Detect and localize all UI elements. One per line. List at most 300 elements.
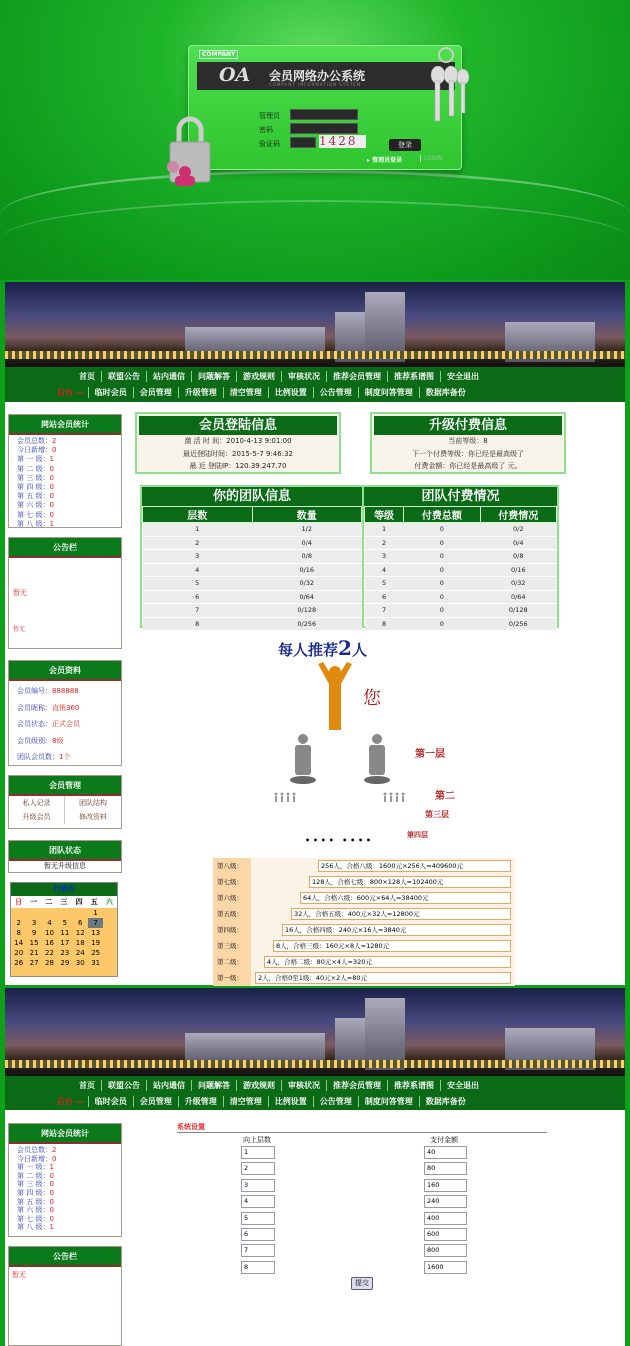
table-row bbox=[143, 523, 362, 537]
captcha-label: 验证码 bbox=[259, 140, 280, 148]
stats-title: 网站会员统计 bbox=[9, 415, 121, 435]
stat-row bbox=[17, 483, 121, 492]
table-cell: 0/256 bbox=[480, 617, 556, 631]
calendar-day[interactable]: 24 bbox=[75, 949, 85, 957]
levels-up-input[interactable]: 2 bbox=[241, 1162, 275, 1175]
profile-panel bbox=[8, 660, 122, 766]
table-cell: 3 bbox=[365, 550, 404, 564]
layer-2-label: 第二 bbox=[435, 791, 455, 802]
table-cell: 0/16 bbox=[480, 563, 556, 577]
stat-value: 0 bbox=[49, 483, 54, 492]
login-button[interactable]: 登录 bbox=[389, 139, 421, 151]
stat-row bbox=[17, 1155, 121, 1164]
stat-row bbox=[17, 1163, 121, 1172]
person-icon bbox=[288, 732, 318, 787]
stat-row bbox=[17, 1180, 121, 1189]
weekday-label: 一 bbox=[30, 898, 38, 906]
nav-item[interactable]: 游戏规则 bbox=[236, 371, 281, 382]
level-label: 第四级： bbox=[213, 922, 251, 938]
calendar-day[interactable]: 12 bbox=[75, 929, 85, 937]
you-label: 您 bbox=[363, 688, 381, 709]
profile-label: 会员级别： bbox=[17, 736, 52, 745]
calendar bbox=[10, 882, 118, 977]
pay-amount-input[interactable]: 40 bbox=[424, 1146, 467, 1159]
weekday-label: 三 bbox=[60, 898, 68, 906]
admin-nav-item[interactable]: 数据库备份 bbox=[419, 387, 472, 398]
table-cell: 0 bbox=[404, 536, 480, 550]
calendar-day[interactable]: 29 bbox=[60, 959, 70, 967]
stat-value: 0 bbox=[52, 1154, 57, 1163]
admin-nav-item[interactable]: 会员管理 bbox=[133, 387, 178, 398]
column-header: 数量 bbox=[252, 507, 362, 523]
nav-item[interactable]: 审核状况 bbox=[281, 1080, 326, 1091]
levels-up-input[interactable]: 3 bbox=[241, 1179, 275, 1192]
stat-value: 2 bbox=[52, 1146, 57, 1154]
pay-amount-input[interactable]: 600 bbox=[424, 1228, 467, 1241]
admin-nav-item[interactable]: 清空管理 bbox=[223, 1096, 268, 1107]
admin-nav-item[interactable]: 升级管理 bbox=[178, 387, 223, 398]
calendar-day[interactable]: 10 bbox=[45, 929, 54, 937]
last-login-time: 最近登陆时间：2015-5-7 9:46:32 bbox=[183, 449, 293, 458]
stat-row bbox=[17, 474, 121, 483]
nav-item[interactable]: 联盟公告 bbox=[101, 371, 146, 382]
stat-label: 第 六 级： bbox=[17, 501, 50, 510]
next-level: 下一个付费等级：你已经是最高级了 bbox=[412, 449, 524, 458]
notice-title: 公告栏 bbox=[9, 1247, 121, 1267]
level-row bbox=[213, 922, 515, 938]
table-row bbox=[365, 577, 557, 591]
calendar-day[interactable]: 25 bbox=[91, 949, 101, 957]
table-cell: 0/64 bbox=[252, 590, 362, 604]
admin-prefix: 后台 — bbox=[57, 388, 84, 397]
table-cell: 1/2 bbox=[252, 523, 362, 537]
stat-label: 第 三 级： bbox=[17, 473, 50, 482]
table-cell: 1 bbox=[143, 523, 253, 537]
level-row bbox=[213, 874, 515, 890]
level-value: 256人，合格八级：1600元×256人=409600元 bbox=[318, 860, 511, 872]
calendar-blank bbox=[73, 908, 88, 918]
nav-item[interactable]: 安全退出 bbox=[440, 371, 485, 382]
group-icon bbox=[273, 792, 297, 802]
table-cell: 8 bbox=[365, 617, 404, 631]
diagram-title: 每人推荐 bbox=[278, 641, 339, 659]
table-cell: 0/32 bbox=[480, 577, 556, 591]
level-row bbox=[213, 906, 515, 922]
level-row bbox=[213, 890, 515, 906]
calendar-day[interactable]: 11 bbox=[60, 929, 70, 937]
admin-nav-item[interactable]: 公告管理 bbox=[313, 1096, 358, 1107]
person-icon bbox=[362, 732, 392, 787]
table-cell: 0 bbox=[404, 590, 480, 604]
nav-item[interactable]: 推荐系谱图 bbox=[387, 1080, 440, 1091]
pay-amount-input[interactable]: 1600 bbox=[424, 1261, 467, 1274]
profile-label: 会员昵称： bbox=[17, 703, 52, 712]
table-row bbox=[365, 523, 557, 537]
level-label: 第六级： bbox=[213, 890, 251, 906]
profile-value: 1个 bbox=[59, 753, 71, 761]
level-value: 128人，合格七级：800×128人=102400元 bbox=[309, 876, 511, 888]
level-label: 第七级： bbox=[213, 874, 251, 890]
table-row bbox=[143, 590, 362, 604]
calendar-day[interactable]: 3 bbox=[31, 919, 37, 927]
calendar-day[interactable]: 30 bbox=[75, 959, 85, 967]
stat-label: 第 七 级： bbox=[17, 1214, 50, 1223]
table-cell: 0 bbox=[404, 523, 480, 537]
oa-logo: OA bbox=[219, 64, 251, 86]
stat-label: 第 四 级： bbox=[17, 483, 50, 492]
stat-value: 0 bbox=[49, 1197, 54, 1206]
stat-label: 第 四 级： bbox=[17, 1188, 50, 1197]
notice-panel bbox=[8, 1246, 122, 1346]
upgrade-info-box bbox=[370, 412, 566, 474]
stat-value: 1 bbox=[49, 1163, 54, 1172]
admin-nav-item[interactable]: 数据库备份 bbox=[419, 1096, 472, 1107]
stat-row bbox=[17, 1223, 121, 1232]
stat-label: 第 一 级： bbox=[17, 1163, 50, 1172]
weekday-label: 四 bbox=[75, 898, 83, 906]
notice-item[interactable]: 暂无 bbox=[13, 589, 27, 597]
calendar-day[interactable]: 13 bbox=[91, 929, 101, 937]
pay-amount-input[interactable]: 400 bbox=[424, 1212, 467, 1225]
calendar-day[interactable]: 1 bbox=[93, 909, 98, 917]
column-header: 付费总额 bbox=[404, 507, 480, 523]
calendar-day[interactable]: 26 bbox=[14, 959, 24, 967]
levels-up-header: 向上层数 bbox=[243, 1136, 271, 1144]
table-cell: 0 bbox=[404, 550, 480, 564]
table-row bbox=[143, 550, 362, 564]
table-cell: 0/128 bbox=[252, 604, 362, 618]
table-cell: 6 bbox=[365, 590, 404, 604]
team-status-panel bbox=[8, 840, 122, 873]
table-row bbox=[365, 590, 557, 604]
calendar-day[interactable]: 16 bbox=[45, 939, 54, 947]
table-cell: 6 bbox=[143, 590, 253, 604]
stat-value: 0 bbox=[52, 446, 57, 455]
stat-label: 第 八 级： bbox=[17, 1223, 50, 1232]
calendar-day[interactable]: 6 bbox=[78, 919, 83, 927]
calendar-day[interactable]: 18 bbox=[75, 939, 85, 947]
table-row bbox=[365, 536, 557, 550]
table-row bbox=[365, 617, 557, 631]
notice-item[interactable]: 暂无 bbox=[13, 626, 26, 633]
stat-value: 0 bbox=[49, 1180, 54, 1189]
nav-item[interactable]: 首页 bbox=[79, 1081, 95, 1090]
stat-value: 0 bbox=[49, 1188, 54, 1197]
company-tag: COMPANY bbox=[199, 50, 238, 59]
level-label: 第三级： bbox=[213, 938, 251, 954]
calendar-blank bbox=[26, 908, 41, 918]
nav-item[interactable]: 联盟公告 bbox=[101, 1080, 146, 1091]
calendar-day[interactable]: 14 bbox=[14, 939, 24, 947]
table-row bbox=[143, 604, 362, 618]
table-row bbox=[143, 563, 362, 577]
calendar-day[interactable]: 31 bbox=[91, 959, 101, 967]
main-nav bbox=[5, 367, 625, 402]
level-label: 第一级： bbox=[213, 970, 251, 986]
stat-label: 会员总数： bbox=[17, 1146, 52, 1154]
calendar-day[interactable]: 19 bbox=[91, 939, 101, 947]
member-manage-panel bbox=[8, 775, 122, 829]
layer-3-label: 第三层 bbox=[425, 810, 449, 819]
calendar-day[interactable]: 23 bbox=[60, 949, 70, 957]
stat-value: 0 bbox=[49, 1171, 54, 1180]
admin-nav-item[interactable]: 临时会员 bbox=[88, 387, 133, 398]
levels-up-input[interactable]: 5 bbox=[241, 1212, 275, 1225]
table-row bbox=[365, 563, 557, 577]
stat-label: 第 三 级： bbox=[17, 1180, 50, 1189]
stat-label: 今日新增： bbox=[17, 1154, 52, 1163]
team-tables bbox=[140, 485, 559, 628]
table-cell: 0/8 bbox=[252, 550, 362, 564]
team-info-title: 你的团队信息 bbox=[142, 487, 362, 506]
table-cell: 0/128 bbox=[480, 604, 556, 618]
team-pay-table bbox=[364, 487, 557, 626]
nav-item[interactable]: 问题解答 bbox=[191, 371, 236, 382]
weekday-label: 六 bbox=[105, 898, 113, 906]
table-cell: 0/2 bbox=[480, 523, 556, 537]
current-level: 当前等级：8 bbox=[448, 437, 488, 445]
password-label: 密码 bbox=[259, 126, 273, 134]
calendar-day[interactable]: 20 bbox=[14, 949, 24, 957]
nav-item[interactable]: 站内通信 bbox=[146, 1080, 191, 1091]
level-value: 16人，合格四级：240元×16人=3840元 bbox=[282, 924, 511, 936]
calendar-day[interactable]: 22 bbox=[45, 949, 54, 957]
notice-item[interactable]: 暂无 bbox=[12, 1271, 26, 1279]
admin-nav-item[interactable]: 升级管理 bbox=[178, 1096, 223, 1107]
nav-item[interactable]: 游戏规则 bbox=[236, 1080, 281, 1091]
settings-title: 系统设置 bbox=[177, 1122, 547, 1133]
diagram-dots: • • • • • • • • bbox=[305, 836, 371, 845]
table-row bbox=[143, 577, 362, 591]
level-label: 第五级： bbox=[213, 906, 251, 922]
profile-title: 会员资料 bbox=[9, 661, 121, 681]
admin-login-link[interactable]: ▸ 管理员登录 bbox=[367, 157, 403, 164]
calendar-day[interactable]: 5 bbox=[62, 919, 68, 927]
pay-amount-header: 支付金额 bbox=[430, 1136, 458, 1144]
profile-label: 会员编号： bbox=[17, 687, 52, 695]
calendar-day[interactable]: 15 bbox=[29, 939, 39, 947]
stat-label: 第 二 级： bbox=[17, 1171, 50, 1180]
profile-row bbox=[17, 700, 121, 717]
admin-nav-item[interactable]: 清空管理 bbox=[223, 387, 268, 398]
calendar-day[interactable]: 27 bbox=[29, 959, 39, 967]
login-info-title: 会员登陆信息 bbox=[139, 416, 337, 435]
calendar-day[interactable]: 21 bbox=[29, 949, 39, 957]
stat-row bbox=[17, 520, 121, 529]
diagram-number: 2 bbox=[338, 636, 352, 660]
stat-label: 第 六 级： bbox=[17, 1206, 50, 1215]
city-banner bbox=[5, 988, 625, 1076]
nav-item[interactable]: 推荐会员管理 bbox=[326, 371, 387, 382]
level-table bbox=[213, 858, 515, 986]
admin-input[interactable] bbox=[290, 109, 358, 120]
edit-profile-link[interactable]: 修改资料 bbox=[79, 813, 107, 821]
nav-item[interactable]: 首页 bbox=[79, 372, 95, 381]
stat-label: 会员总数： bbox=[17, 437, 52, 445]
system-subtitle: COMPANY INFORMATION SYSTEM bbox=[269, 82, 362, 87]
stat-row bbox=[17, 511, 121, 520]
profile-value: 正式会员 bbox=[52, 720, 80, 728]
admin-nav-item[interactable]: 会员管理 bbox=[133, 1096, 178, 1107]
referral-diagram bbox=[260, 632, 460, 852]
nav-item[interactable]: 问题解答 bbox=[191, 1080, 236, 1091]
level-label: 第二级： bbox=[213, 954, 251, 970]
stat-value: 1 bbox=[49, 455, 54, 464]
nav-item[interactable]: 站内通信 bbox=[146, 371, 191, 382]
login-info-box bbox=[135, 412, 341, 474]
table-cell: 0/64 bbox=[480, 590, 556, 604]
pay-amount-input[interactable]: 800 bbox=[424, 1244, 467, 1257]
pay-amount-input[interactable]: 80 bbox=[424, 1162, 467, 1175]
team-info-table bbox=[142, 487, 364, 626]
stat-value: 0 bbox=[49, 464, 54, 473]
team-structure-link[interactable]: 团队结构 bbox=[79, 799, 107, 807]
table-cell: 2 bbox=[365, 536, 404, 550]
profile-label: 会员状态： bbox=[17, 720, 52, 728]
stat-value: 1 bbox=[49, 1223, 54, 1232]
admin-nav-item[interactable]: 制度问答管理 bbox=[358, 387, 419, 398]
private-record-link[interactable]: 私人记录 bbox=[9, 796, 65, 810]
level-value: 4人，合格二级：80元×4人=320元 bbox=[264, 956, 511, 968]
stat-label: 今日新增： bbox=[17, 446, 52, 455]
profile-label: 团队会员数： bbox=[17, 753, 59, 761]
stat-value: 0 bbox=[49, 510, 54, 519]
padlock-icon bbox=[165, 112, 215, 187]
nav-item[interactable]: 审核状况 bbox=[281, 371, 326, 382]
level-row bbox=[213, 858, 515, 874]
table-cell: 0 bbox=[404, 604, 480, 618]
levels-up-input[interactable]: 4 bbox=[241, 1195, 275, 1208]
table-cell: 0/16 bbox=[252, 563, 362, 577]
upgrade-info-title: 升级付费信息 bbox=[374, 416, 562, 435]
stat-label: 第 八 级： bbox=[17, 519, 50, 528]
calendar-day[interactable]: 4 bbox=[47, 919, 52, 927]
profile-row bbox=[17, 683, 121, 700]
calendar-day[interactable]: 28 bbox=[45, 959, 54, 967]
levels-up-input[interactable]: 7 bbox=[241, 1244, 275, 1257]
profile-value: 直销360 bbox=[52, 703, 80, 712]
you-person-icon bbox=[315, 662, 355, 732]
stat-label: 第 五 级： bbox=[17, 492, 50, 501]
table-cell: 5 bbox=[143, 577, 253, 591]
table-cell: 0/4 bbox=[480, 536, 556, 550]
stat-value: 2 bbox=[52, 437, 57, 445]
calendar-blank bbox=[11, 908, 26, 918]
table-row bbox=[365, 550, 557, 564]
level-value: 64人，合格六级：600元×64人=38400元 bbox=[300, 892, 511, 904]
levels-up-input[interactable]: 8 bbox=[241, 1261, 275, 1274]
stats-panel bbox=[8, 414, 122, 528]
pay-amount-input[interactable]: 240 bbox=[424, 1195, 467, 1208]
profile-row bbox=[17, 749, 121, 766]
table-cell: 3 bbox=[143, 550, 253, 564]
nav-item[interactable]: 推荐会员管理 bbox=[326, 1080, 387, 1091]
stats-panel bbox=[8, 1123, 122, 1237]
calendar-day[interactable]: 2 bbox=[16, 919, 21, 927]
table-row bbox=[143, 617, 362, 631]
stat-label: 第 一 级： bbox=[17, 455, 50, 464]
login-en-label: LOGIN bbox=[420, 155, 443, 162]
table-cell: 0/8 bbox=[480, 550, 556, 564]
calendar-blank bbox=[42, 908, 57, 918]
team-status-text: 暂无升级信息 bbox=[44, 862, 86, 870]
keys-icon bbox=[418, 45, 473, 125]
level-label: 第八级： bbox=[213, 858, 251, 874]
stat-row bbox=[17, 1146, 121, 1155]
table-cell: 4 bbox=[143, 563, 253, 577]
calendar-day[interactable]: 7 bbox=[88, 918, 103, 928]
admin-nav-item[interactable]: 制度问答管理 bbox=[358, 1096, 419, 1107]
city-banner bbox=[5, 282, 625, 367]
last-login-ip: 最 近 登陆IP：120.39.247.70 bbox=[189, 462, 287, 470]
calendar-blank bbox=[57, 908, 72, 918]
password-input[interactable] bbox=[290, 123, 358, 134]
captcha-input[interactable] bbox=[290, 137, 316, 148]
profile-value: 888888 bbox=[52, 687, 79, 695]
level-row bbox=[213, 954, 515, 970]
activation-time: 激 活 时 间：2010-4-13 9:01:00 bbox=[184, 437, 292, 445]
admin-nav-item[interactable]: 比例设置 bbox=[268, 387, 313, 398]
table-cell: 1 bbox=[365, 523, 404, 537]
profile-row bbox=[17, 716, 121, 733]
notice-title: 公告栏 bbox=[9, 538, 121, 558]
table-cell: 8 bbox=[143, 617, 253, 631]
nav-item[interactable]: 推荐系谱图 bbox=[387, 371, 440, 382]
table-row bbox=[143, 536, 362, 550]
stat-row bbox=[17, 465, 121, 474]
calendar-day[interactable]: 8 bbox=[16, 929, 21, 937]
stat-row bbox=[17, 1206, 121, 1215]
team-pay-title: 团队付费情况 bbox=[364, 487, 557, 506]
calendar-day[interactable]: 17 bbox=[60, 939, 70, 947]
submit-button[interactable]: 提交 bbox=[351, 1277, 373, 1290]
level-value: 2人，合格0至1级：40元×2人=80元 bbox=[255, 972, 511, 984]
admin-label: 管理员 bbox=[259, 112, 280, 120]
stat-row bbox=[17, 1198, 121, 1207]
table-cell: 7 bbox=[143, 604, 253, 618]
stat-label: 第 七 级： bbox=[17, 510, 50, 519]
admin-nav-item[interactable]: 比例设置 bbox=[268, 1096, 313, 1107]
stat-row bbox=[17, 1189, 121, 1198]
stat-row bbox=[17, 501, 121, 510]
weekday-label: 五 bbox=[90, 898, 98, 906]
levels-up-input[interactable]: 6 bbox=[241, 1228, 275, 1241]
weekday-label: 二 bbox=[45, 898, 53, 906]
notice-panel bbox=[8, 537, 122, 649]
pay-amount: 付费金额：你已经是最高级了 元。 bbox=[414, 462, 522, 470]
table-cell: 0/32 bbox=[252, 577, 362, 591]
levels-up-input[interactable]: 1 bbox=[241, 1146, 275, 1159]
stat-value: 0 bbox=[49, 1214, 54, 1223]
upgrade-member-link[interactable]: 升级会员 bbox=[9, 810, 65, 824]
table-cell: 0 bbox=[404, 617, 480, 631]
layer-1-label: 第一层 bbox=[415, 749, 445, 760]
nav-item[interactable]: 安全退出 bbox=[440, 1080, 485, 1091]
level-row bbox=[213, 970, 515, 986]
calendar-day[interactable]: 9 bbox=[31, 929, 37, 937]
table-cell: 7 bbox=[365, 604, 404, 618]
system-title: 会员网络办公系统 bbox=[269, 69, 366, 83]
admin-nav-item[interactable]: 公告管理 bbox=[313, 387, 358, 398]
stat-row bbox=[17, 437, 121, 446]
pay-amount-input[interactable]: 160 bbox=[424, 1179, 467, 1192]
stat-value: 0 bbox=[49, 1206, 54, 1215]
stat-value: 1 bbox=[49, 519, 54, 528]
level-row bbox=[213, 938, 515, 954]
level-value: 32人，合格五级：400元×32人=12800元 bbox=[291, 908, 511, 920]
diagram-unit: 人 bbox=[351, 641, 367, 659]
admin-nav-item[interactable]: 临时会员 bbox=[88, 1096, 133, 1107]
